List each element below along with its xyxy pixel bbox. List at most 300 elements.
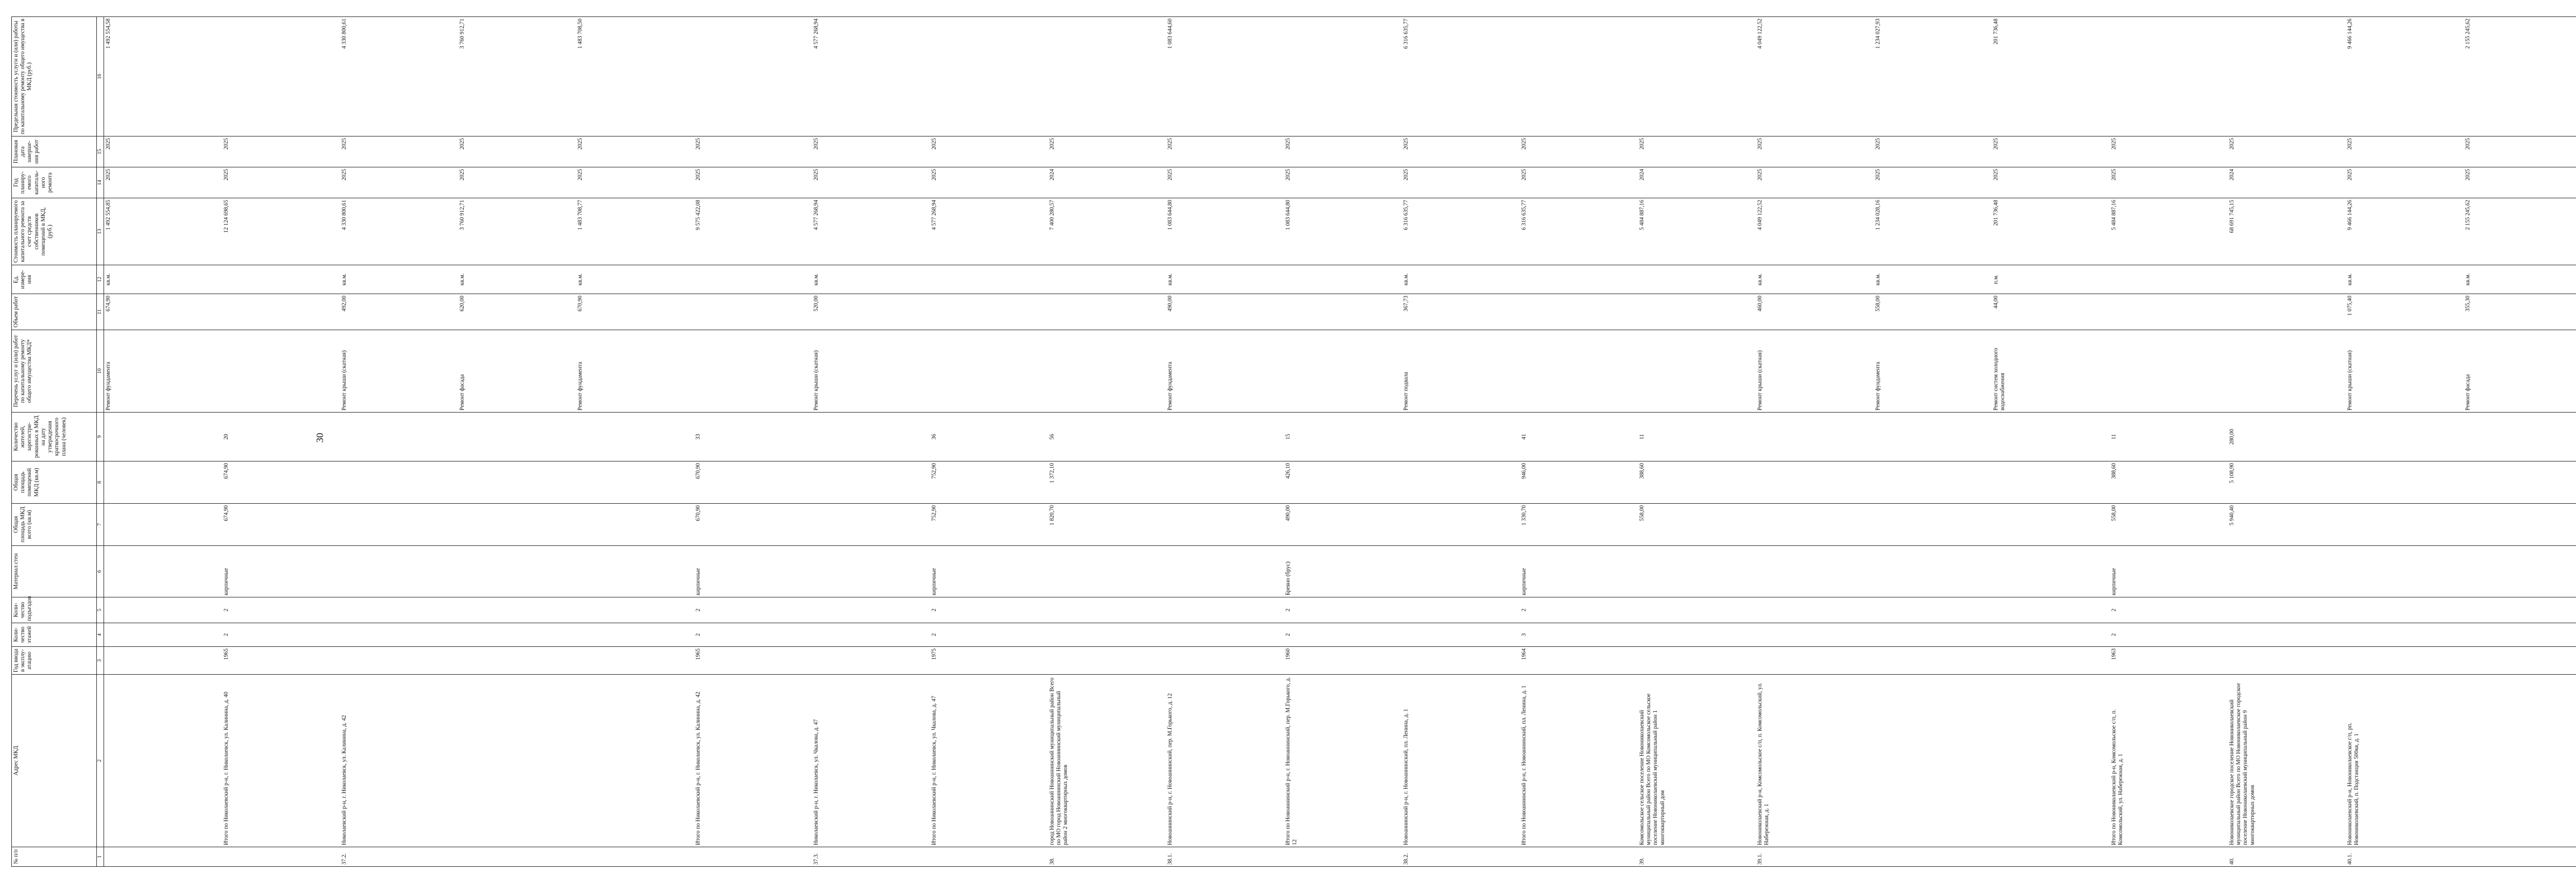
- work-item: Ремонт фасада: [2465, 374, 2471, 410]
- completion-date: 2025: [931, 138, 937, 150]
- rotated-page: [11, 17, 2471, 867]
- cost-limit-cell: [104, 17, 223, 136]
- cost-limit-cell: [1638, 17, 1756, 136]
- completion-date-cell: [812, 136, 930, 167]
- work-volume: [931, 296, 1047, 328]
- unit: [1521, 267, 1637, 292]
- work-item: Ремонт крыши (скатная): [1757, 350, 1763, 410]
- entrances-count-cell: [1048, 597, 1166, 623]
- unit: кв.м.: [459, 273, 465, 286]
- planned-cost: 5 484 887,16: [2111, 200, 2117, 230]
- cost-limit: 201 736,48: [1993, 19, 1999, 45]
- commission-year-cell: 1975: [930, 647, 1048, 675]
- work-item-cell: [1402, 330, 1520, 413]
- residents-count-cell: 15: [1284, 413, 1402, 461]
- cost-limit-cell: [1166, 17, 1284, 136]
- work-volume: 460,00: [1757, 296, 1763, 312]
- completion-date: 2025: [223, 138, 229, 150]
- planned-year: 2024: [1049, 169, 1055, 181]
- wall-material-cell: кирпичные: [2110, 546, 2228, 597]
- floors-count-cell: [812, 623, 930, 647]
- work-volume: 44,00: [1993, 296, 1999, 309]
- row-number-cell: [1284, 847, 1402, 867]
- completion-date-cell: [340, 136, 694, 167]
- planned-year-cell: [2228, 167, 2346, 198]
- column-number-8: 8: [97, 461, 104, 504]
- completion-date: 2025: [695, 138, 701, 150]
- premises-area-cell: 388,60: [1638, 461, 1756, 504]
- cost-limit: 6 316 635,77: [1403, 19, 1409, 49]
- planned-year-cell: [222, 167, 340, 198]
- commission-year-cell: [1048, 647, 1166, 675]
- floors-count-cell: 2: [1284, 623, 1402, 647]
- planned-cost: 4 577 268,94: [813, 200, 819, 230]
- premises-area-cell: [1756, 461, 2110, 504]
- premises-area-cell: 5 108,90: [2228, 461, 2346, 504]
- work-volume-cell: [930, 294, 1048, 330]
- cost-limit: 1 083 644,60: [1167, 19, 1173, 49]
- work-volume: 355,30: [2465, 296, 2471, 312]
- work-item-cell: [1756, 330, 2110, 413]
- floors-count-cell: 2: [2110, 623, 2228, 647]
- residents-count-cell: 280,00: [2228, 413, 2346, 461]
- cost-limit: 4 049 122,52: [1757, 19, 1763, 49]
- cost-limit: [2229, 19, 2345, 134]
- work-item: Ремонт систем холодного водоснабжения: [1993, 348, 2006, 410]
- unit: кв.м.: [2347, 273, 2353, 286]
- floors-count-cell: 2: [222, 623, 340, 647]
- work-volume: 492,00: [341, 296, 347, 312]
- cost-limit: 9 466 144,26: [2347, 19, 2353, 49]
- table-row: [1166, 17, 1284, 867]
- completion-date-cell: [1756, 136, 2110, 167]
- entrances-count-cell: [340, 597, 694, 623]
- planned-cost-cell: [222, 198, 340, 265]
- floors-count-cell: [1166, 623, 1284, 647]
- cost-limit-cell: [1284, 17, 1402, 136]
- wall-material-cell: [2228, 546, 2346, 597]
- unit: кв.м.: [1167, 273, 1173, 286]
- column-number-13: 13: [97, 198, 104, 265]
- column-number-2: 2: [97, 675, 104, 847]
- work-item: [1049, 332, 1165, 410]
- column-header-5: Коли-чество подъездов: [12, 597, 97, 623]
- planned-cost-cell: [1284, 198, 1402, 265]
- completion-date-cell: [2110, 136, 2228, 167]
- entrances-count-cell: 2: [930, 597, 1048, 623]
- cost-limit-cell: [1402, 17, 1520, 136]
- row-number-cell: [930, 847, 1048, 867]
- work-item-cell: [930, 330, 1048, 413]
- unit-cell: [1166, 265, 1284, 294]
- column-header-7: Общая площадь МКД всего (кв.м): [12, 504, 97, 546]
- residents-count-cell: 20: [222, 413, 340, 461]
- residents-count-cell: [1166, 413, 1284, 461]
- residents-count-cell: 11: [2110, 413, 2228, 461]
- planned-cost-cell: [1756, 198, 2110, 265]
- cost-limit: 4 330 800,61: [341, 19, 347, 49]
- commission-year-cell: 1965: [694, 647, 812, 675]
- address-cell: Комсомольское сельское поселение Новониколаевский муниципальный район Всего по МО Комсомольское сельское поселение Новониколаевский муниципальный район 1 многоквартирный дом: [1638, 675, 1756, 847]
- column-header-16: Предельная стоимость услуги и (или) работы по капитальному ремонту общего имущества в МКД (руб.): [12, 17, 97, 136]
- row-number-cell: [222, 847, 340, 867]
- work-volume-cell: [1048, 294, 1166, 330]
- work-volume-cell: [1402, 294, 1520, 330]
- unit: [931, 267, 1047, 292]
- commission-year-cell: 1963: [2110, 647, 2228, 675]
- unit: [223, 267, 339, 292]
- completion-date: 2025: [1403, 138, 1409, 150]
- cost-limit-cell: [2346, 17, 2576, 136]
- planned-cost: 1 492 554,85: [105, 200, 111, 230]
- address-cell: Новоаннинский р-н, г. Новоаннинский, пл. Ленина, д. 1: [1402, 675, 1520, 847]
- planned-cost-cell: [694, 198, 812, 265]
- entrances-count-cell: 2: [2110, 597, 2228, 623]
- commission-year-cell: [1638, 647, 1756, 675]
- work-volume-cell: [1638, 294, 1756, 330]
- completion-date-cell: [1166, 136, 1284, 167]
- row-number-cell: [2110, 847, 2228, 867]
- cost-limit: [1049, 19, 1165, 134]
- total-area-cell: [1166, 504, 1284, 546]
- planned-cost-cell: [1166, 198, 1284, 265]
- work-item-cell: [340, 330, 694, 413]
- entrances-count-cell: 2: [1284, 597, 1402, 623]
- column-header-row: [12, 17, 97, 867]
- planned-year: 2025: [1757, 169, 1763, 181]
- column-number-14: 14: [97, 167, 104, 198]
- completion-date: 2025: [1875, 138, 1881, 150]
- planned-cost-cell: [2228, 198, 2346, 265]
- work-volume: [223, 296, 339, 328]
- column-header-13: Стоимость планируемого капитального ремонта за счет средств собственников помещений в МКД, (руб.): [12, 198, 97, 265]
- planned-year: 2025: [105, 169, 111, 181]
- wall-material-cell: [812, 546, 930, 597]
- address-cell: Новониколаевский р-н, Новониколаевское г/п, рп. Новониколаевский, п. Подстанция 500кв, д. 1: [2346, 675, 2576, 847]
- table-row: [2228, 17, 2346, 867]
- completion-date: 2025: [1285, 138, 1291, 150]
- planned-cost: 201 736,48: [1993, 200, 1999, 226]
- row-number-cell: [104, 847, 223, 867]
- work-volume-cell: [104, 294, 223, 330]
- cost-limit: [2111, 19, 2227, 134]
- work-volume: [1639, 296, 1755, 328]
- column-header-12: Ед. измере-ния: [12, 265, 97, 294]
- planned-cost-cell: [812, 198, 930, 265]
- address-cell: город Новоаннинский Новоаннинский муниципальный район Всего по МО город Новоаннинский Новоаннинский муниципальный район 2 многоквартирных домов: [1048, 675, 1166, 847]
- commission-year-cell: [1402, 647, 1520, 675]
- wall-material-cell: кирпичные: [222, 546, 340, 597]
- floors-count-cell: [1048, 623, 1166, 647]
- residents-count-cell: 56: [1048, 413, 1166, 461]
- unit: кв.м.: [1757, 273, 1763, 286]
- entrances-count-cell: 2: [1520, 597, 1638, 623]
- table-row: [1284, 17, 1402, 867]
- work-item: [1521, 332, 1637, 410]
- completion-date: 2025: [813, 138, 819, 150]
- column-header-9: Количество жителей, зарегистри-рованных в МКД на дату утверждения краткосрочного плана (человек): [12, 413, 97, 461]
- completion-date-cell: [1048, 136, 1166, 167]
- planned-year-cell: [1048, 167, 1166, 198]
- column-number-row: [97, 17, 104, 867]
- premises-area-cell: 674,90: [222, 461, 340, 504]
- planned-cost: 1 083 644,80: [1285, 200, 1291, 230]
- unit: [695, 267, 811, 292]
- planned-cost: 1 083 644,80: [1167, 200, 1173, 230]
- planned-year-cell: [1638, 167, 1756, 198]
- table-row: [222, 17, 340, 867]
- table-row: [340, 17, 694, 867]
- completion-date: 2025: [105, 138, 111, 150]
- premises-area-cell: 388,60: [2110, 461, 2228, 504]
- unit-cell: [222, 265, 340, 294]
- planned-cost: 9 466 144,26: [2347, 200, 2353, 230]
- table-row: [104, 17, 223, 867]
- commission-year-cell: 1965: [222, 647, 340, 675]
- work-item-cell: [694, 330, 812, 413]
- planned-year-cell: [694, 167, 812, 198]
- wall-material-cell: [1402, 546, 1520, 597]
- work-volume: 490,00: [1167, 296, 1173, 312]
- planned-year: 2025: [931, 169, 937, 181]
- planned-cost: 9 575 422,08: [695, 200, 701, 230]
- work-item-cell: [1166, 330, 1284, 413]
- wall-material-cell: кирпичные: [1520, 546, 1638, 597]
- work-volume: [1285, 296, 1401, 328]
- unit-cell: [1284, 265, 1402, 294]
- completion-date-cell: [1638, 136, 1756, 167]
- column-header-14: Год планиру-емого капиталь-ного ремонта: [12, 167, 97, 198]
- register-body: [104, 17, 2576, 867]
- completion-date: 2025: [2465, 138, 2471, 150]
- planned-cost-cell: [1048, 198, 1166, 265]
- work-volume: [2111, 296, 2227, 328]
- planned-cost: 4 330 800,61: [341, 200, 347, 230]
- column-number-7: 7: [97, 504, 104, 546]
- table-row: [1402, 17, 1520, 867]
- residents-count-cell: 36: [930, 413, 1048, 461]
- wall-material-cell: [2346, 546, 2576, 597]
- work-item-cell: [1638, 330, 1756, 413]
- row-number-cell: 40.: [2228, 847, 2346, 867]
- planned-year: 2025: [577, 169, 583, 181]
- completion-date: 2025: [2111, 138, 2117, 150]
- work-item: Ремонт фундамента: [105, 362, 111, 410]
- planned-cost-cell: [1638, 198, 1756, 265]
- completion-date: 2025: [1167, 138, 1173, 150]
- column-number-15: 15: [97, 136, 104, 167]
- total-area-cell: 752,90: [930, 504, 1048, 546]
- residents-count-cell: [1756, 413, 2110, 461]
- table-row: [812, 17, 930, 867]
- entrances-count-cell: [1166, 597, 1284, 623]
- floors-count-cell: [2346, 623, 2576, 647]
- planned-year: 2025: [1875, 169, 1881, 181]
- work-item-cell: [222, 330, 340, 413]
- capital-repair-register-table: [11, 16, 2576, 867]
- wall-material-cell: [1048, 546, 1166, 597]
- wall-material-cell: [1638, 546, 1756, 597]
- unit-cell: [2110, 265, 2228, 294]
- planned-cost: 6 316 635,77: [1403, 200, 1409, 230]
- table-row: [1638, 17, 1756, 867]
- row-number-cell: 37.3.: [812, 847, 930, 867]
- cost-limit-cell: [930, 17, 1048, 136]
- floors-count-cell: 2: [694, 623, 812, 647]
- floors-count-cell: [1756, 623, 2110, 647]
- unit-cell: [930, 265, 1048, 294]
- planned-year-cell: [812, 167, 930, 198]
- work-volume-cell: [1284, 294, 1402, 330]
- planned-cost-cell: [2110, 198, 2228, 265]
- planned-cost: 68 691 745,15: [2229, 200, 2235, 233]
- entrances-count-cell: [2228, 597, 2346, 623]
- cost-limit: 1 492 554,58: [105, 19, 111, 49]
- work-volume: 558,00: [1875, 296, 1881, 312]
- work-volume: 674,90: [105, 296, 111, 312]
- row-number-cell: 38.2.: [1402, 847, 1520, 867]
- planned-year: 2025: [341, 169, 347, 181]
- row-number-cell: [1520, 847, 1638, 867]
- planned-year: 2025: [1285, 169, 1291, 181]
- column-header-1: № п/п: [12, 847, 97, 867]
- cost-limit: 1 483 708,50: [577, 19, 583, 49]
- wall-material-cell: [1756, 546, 2110, 597]
- completion-date-cell: [1520, 136, 1638, 167]
- floors-count-cell: [104, 623, 223, 647]
- unit-cell: [2346, 265, 2576, 294]
- wall-material-cell: кирпичные: [930, 546, 1048, 597]
- cost-limit: 4 577 268,94: [813, 19, 819, 49]
- completion-date: 2025: [459, 138, 465, 150]
- completion-date-cell: [1284, 136, 1402, 167]
- planned-cost: 6 316 635,77: [1521, 200, 1527, 230]
- cost-limit: [223, 19, 339, 134]
- work-item: Ремонт крыши (скатная): [341, 350, 347, 410]
- row-number-cell: 39.1.: [1756, 847, 2110, 867]
- work-volume-cell: [340, 294, 694, 330]
- cost-limit: [1285, 19, 1401, 134]
- completion-date: 2025: [1993, 138, 1999, 150]
- premises-area-cell: [1166, 461, 1284, 504]
- unit-cell: [340, 265, 694, 294]
- commission-year-cell: [104, 647, 223, 675]
- cost-limit: [931, 19, 1047, 134]
- column-number-3: 3: [97, 647, 104, 675]
- work-volume: 1 075,40: [2347, 296, 2353, 316]
- cost-limit-cell: [2228, 17, 2346, 136]
- floors-count-cell: 3: [1520, 623, 1638, 647]
- residents-count-cell: [104, 413, 223, 461]
- planned-cost-cell: [930, 198, 1048, 265]
- residents-count-cell: [812, 413, 930, 461]
- premises-area-cell: 1 372,10: [1048, 461, 1166, 504]
- address-cell: Николаевский р-н, г. Николаевск, ул. Калинина, д. 42: [340, 675, 694, 847]
- work-item-cell: [2110, 330, 2228, 413]
- address-cell: Итого по Новониколаевский р-н, Комсомольское с/п, п. Комсомольский, ул. Набережная, д. 1: [2110, 675, 2228, 847]
- planned-year: 2025: [2465, 169, 2471, 181]
- planned-cost: 2 155 245,62: [2465, 200, 2471, 230]
- work-item: [2111, 332, 2227, 410]
- floors-count-cell: [2228, 623, 2346, 647]
- column-number-16: 16: [97, 17, 104, 136]
- planned-cost: 4 577 268,94: [931, 200, 937, 230]
- total-area-cell: 558,00: [2110, 504, 2228, 546]
- unit-cell: [2228, 265, 2346, 294]
- planned-year: 2025: [223, 169, 229, 181]
- cost-limit-cell: [2110, 17, 2228, 136]
- planned-cost: 5 484 887,16: [1639, 200, 1645, 230]
- planned-cost-cell: [1520, 198, 1638, 265]
- planned-year-cell: [1756, 167, 2110, 198]
- work-item-cell: [1284, 330, 1402, 413]
- address-cell: Итого по Николаевский р-н, г. Николаевск, ул. Калинина, д. 40: [222, 675, 340, 847]
- cost-limit-cell: [694, 17, 812, 136]
- wall-material-cell: Бревно (брус): [1284, 546, 1402, 597]
- work-item: [1639, 332, 1755, 410]
- cost-limit-cell: [1048, 17, 1166, 136]
- entrances-count-cell: [1402, 597, 1520, 623]
- completion-date: 2025: [341, 138, 347, 150]
- completion-date: 2025: [1757, 138, 1763, 150]
- planned-year: 2025: [1167, 169, 1173, 181]
- cost-limit: [1639, 19, 1755, 134]
- column-header-8: Общая площадь помещений МКД (кв.м): [12, 461, 97, 504]
- completion-date: 2025: [1049, 138, 1055, 150]
- total-area-cell: [812, 504, 930, 546]
- column-number-10: 10: [97, 330, 104, 413]
- premises-area-cell: 426,10: [1284, 461, 1402, 504]
- planned-cost: 1 483 708,77: [577, 200, 583, 230]
- work-volume: [1521, 296, 1637, 328]
- planned-year-cell: [1166, 167, 1284, 198]
- total-area-cell: 670,90: [694, 504, 812, 546]
- cost-limit: 2 155 245,62: [2465, 19, 2471, 49]
- column-header-2: Адрес МКД: [12, 675, 97, 847]
- completion-date-cell: [104, 136, 223, 167]
- cost-limit: 1 234 027,93: [1875, 19, 1881, 49]
- wall-material-cell: [104, 546, 223, 597]
- column-header-15: Плановая дата заверше-ния работ: [12, 136, 97, 167]
- floors-count-cell: 2: [930, 623, 1048, 647]
- work-item-cell: [1520, 330, 1638, 413]
- work-item: Ремонт фундамента: [1167, 362, 1173, 410]
- completion-date: 2025: [577, 138, 583, 150]
- wall-material-cell: [340, 546, 694, 597]
- unit: [2229, 267, 2345, 292]
- work-item: [931, 332, 1047, 410]
- work-item: Ремонт крыши (скатная): [813, 350, 819, 410]
- commission-year-cell: 1964: [1520, 647, 1638, 675]
- work-item: Ремонт крыши (скатная): [2347, 350, 2353, 410]
- planned-year-cell: [2346, 167, 2576, 198]
- work-volume-cell: [2346, 294, 2576, 330]
- entrances-count-cell: 2: [694, 597, 812, 623]
- planned-cost-cell: [1402, 198, 1520, 265]
- work-item: [223, 332, 339, 410]
- cost-limit-cell: [340, 17, 694, 136]
- premises-area-cell: 670,90: [694, 461, 812, 504]
- address-cell: [104, 675, 223, 847]
- work-item: Ремонт подвала: [1403, 371, 1409, 410]
- completion-date-cell: [930, 136, 1048, 167]
- work-item: [2229, 332, 2345, 410]
- table-row: [930, 17, 1048, 867]
- planned-year: 2025: [695, 169, 701, 181]
- unit: кв.м.: [105, 273, 111, 286]
- cost-limit-cell: [1756, 17, 2110, 136]
- residents-count-cell: [340, 413, 694, 461]
